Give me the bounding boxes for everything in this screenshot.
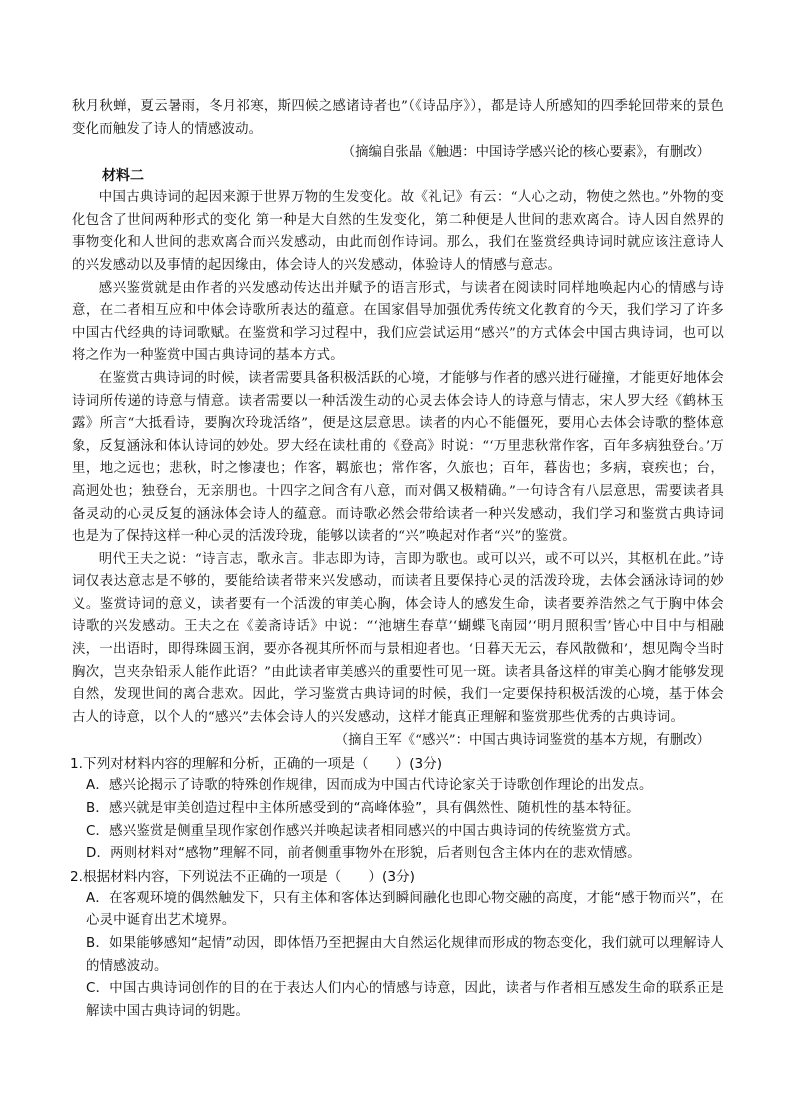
material-two-paragraph-1: 中国古典诗词的起因来源于世界万物的生发变化。故《礼记》有云：“人心之动，物使之然也。”外物的变化包含了世间两种形式的变化 第一种是大自然的生发变化，第二种便是人世间的悲欢离合。诗人因自然界的事物变化和人世间的悲欢离合而兴发感动，由此而创作诗词。那么，我们在鉴赏经典诗词时就应该注意诗人的兴发感动以及事情的起因缘由，体会诗人的兴发感动，体验诗人的情感与意志。 — [72, 190, 724, 273]
source-citation-2: （摘自王军《“感兴”：中国古典诗词鉴赏的基本方规，有删改） — [334, 733, 710, 749]
question-1-stem: 1.下列对材料内容的理解和分析，正确的一项是（ ）(3分) — [70, 756, 443, 773]
material-two-heading: 材料二 — [102, 168, 144, 185]
question-2-stem: 2.根据材料内容，下列说法不正确的一项是（ ）(3分) — [70, 868, 415, 885]
question-1 — [72, 753, 724, 865]
question-2-option-b[interactable]: B．如果能够感知“起情”动因，即体悟乃至把握由大自然运化规律而形成的物态变化，我们就可以理解诗人的情感波动。 — [86, 936, 724, 974]
material-two-paragraph-4: 明代王夫之说：“诗言志，歌永言。非志即为诗，言即为歌也。或可以兴，或不可以兴，其枢机在此。”诗词仅表达意志是不够的，要能给读者带来兴发感动，而读者且要保持心灵的活泼玲珑，去体会涵泳诗词的妙义。鉴赏诗词的意义，读者要有一个活泼的审美心胸，体会诗人的感发生命，读者要养浩然之气于胸中体会诗歌的兴发感动。王夫之在《姜斋诗话》中说：“‘池塘生春草’‘蝴蝶飞南园’‘明月照积雪’皆心中目中与相融浃，一出语时，即得珠圆玉润，要亦各视其所怀而与景相迎者也。‘日暮天无云，春风散微和’，想见陶令当时胸次，岂夹杂铅汞人能作此语？”由此读者审美感兴的重要性可见一斑。读者具备这样的审美心胸才能够发现自然，发现世间的离合悲欢。因此，学习鉴赏古典诗词的时候，我们一定要保持积极活泼的心境，基于体会古人的诗意，以个人的“感兴”去体会诗人的兴发感动，这样才能真正理解和鉴赏那些优秀的古典诗词。 — [72, 551, 724, 725]
question-1-option-d[interactable]: D．两则材料对“感物”理解不同，前者侧重事物外在形貌，后者则包含主体内在的悲欢情感。 — [86, 846, 641, 862]
intro-paragraph: 秋月秋蝉，夏云暑雨，冬月祁寒，斯四候之感诸诗者也”（《诗品序》），都是诗人所感知的四季轮回带来的景色变化而触发了诗人的情感波动。 — [72, 99, 724, 137]
material-two-paragraph-2: 感兴鉴赏就是由作者的兴发感动传达出并赋予的语言形式，与读者在阅读时同样地唤起内心的情感与诗意，在二者相互应和中体会诗歌所表达的蕴意。在国家倡导加强优秀传统文化教育的今天，我们学习了许多中国古代经典的诗词歌赋。在鉴赏和学习过程中，我们应尝试运用“感兴”的方式体会中国古典诗词，也可以将之作为一种鉴赏中国古典诗词的基本方式。 — [72, 280, 724, 364]
question-2-option-c[interactable]: C．中国古典诗词创作的目的在于表达人们内心的情感与诗意，因此，读者与作者相互感发生命的联系正是解读中国古典诗词的钥匙。 — [86, 981, 724, 1019]
material-two-paragraph-3: 在鉴赏古典诗词的时候，读者需要具备积极活跃的心境，才能够与作者的感兴进行碰撞，才能更好地体会诗词所传递的诗意与情意。读者需要以一种活泼生动的心灵去体会诗人的诗意与情志，宋人罗大经《鹤林玉露》所言“大抵看诗，要胸次玲珑活络”，便是这层意思。读者的内心不能僵死，要用心去体会诗歌的整体意象，反复涵泳和体认诗词的妙处。罗大经在读杜甫的《登高》时说：“‘万里悲秋常作客，百年多病独登台。’万里，地之远也；悲秋，时之惨凄也；作客，羁旅也；常作客，久旅也；百年，暮齿也；多病，衰疾也；台，高迥处也；独登台，无亲朋也。十四字之间含有八意，而对偶又极精确。”一句诗含有八层意思，需要读者具备灵动的心灵反复的涵泳体会诗人的蕴意。而诗歌必然会带给读者一种兴发感动，我们学习和鉴赏古典诗词也是为了保持这样一种心灵的活泼玲珑，能够以读者的“兴”唤起对作者“兴”的鉴赏。 — [72, 370, 724, 545]
question-2-option-a[interactable]: A．在客观环境的偶然触发下，只有主体和客体达到瞬间融化也即心物交融的高度，才能“感于物而兴”，在心灵中诞育出艺术境界。 — [86, 890, 724, 929]
question-1-option-c[interactable]: C．感兴鉴赏是侧重呈现作家创作感兴并唤起读者相同感兴的中国古典诗词的传统鉴赏方式。 — [86, 823, 640, 839]
page-content — [72, 96, 724, 1023]
question-2 — [72, 866, 724, 1024]
question-1-option-a[interactable]: A．感兴论揭示了诗歌的特殊创作规律，因而成为中国古代诗论家关于诗歌创作理论的出发点。 — [86, 778, 653, 794]
source-citation-1: （摘编自张晶《触遇：中国诗学感兴论的核心要素》，有删改） — [341, 145, 710, 161]
question-1-option-b[interactable]: B．感兴就是审美创造过程中主体所感受到的“高峰体验”，具有偶然性、随机性的基本特征。 — [86, 801, 640, 817]
